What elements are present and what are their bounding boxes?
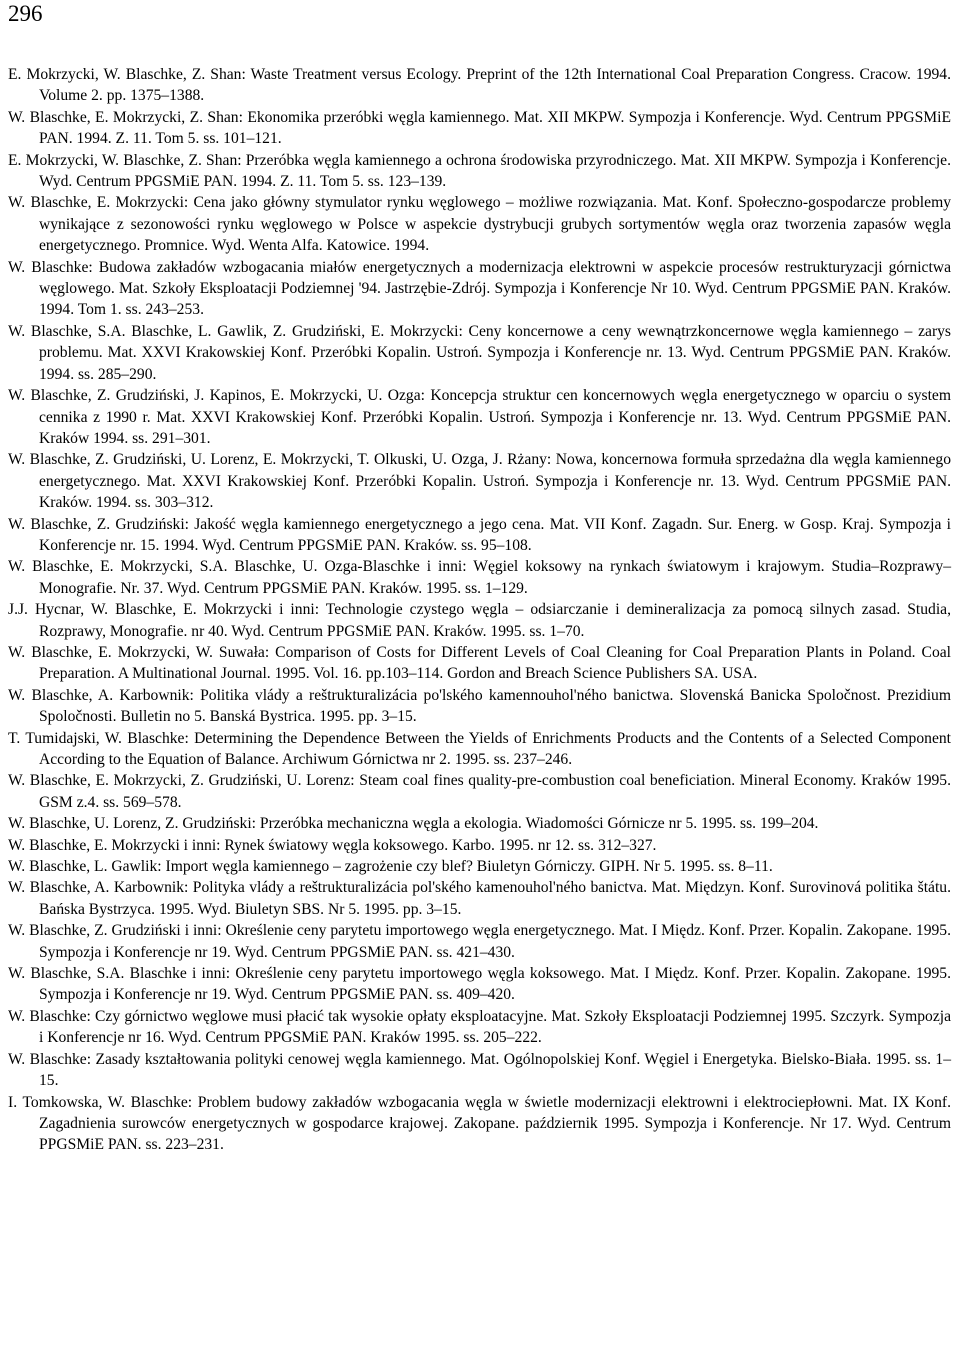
reference-entry: W. Blaschke: Budowa zakładów wzbogacania miałów energetycznych a modernizacja elektrowni w aspekcie procesów restrukturyzacji górnictwa węglowego. Mat. Szkoły Eksploatacji Podziemnej '94. Jastrzębie-Zdrój. Sympozja i Konferencje Nr 10. Wyd. Centrum PPGSMiE PAN. Kraków. 1994. Tom 1. ss. 243–253. xyxy=(8,258,951,319)
reference-entry: E. Mokrzycki, W. Blaschke, Z. Shan: Waste Treatment versus Ecology. Preprint of the 12th International Coal Preparation Congress. Cracow. 1994. Volume 2. pp. 1375–1388. xyxy=(8,66,951,105)
reference-entry: W. Blaschke, S.A. Blaschke, L. Gawlik, Z. Grudziński, E. Mokrzycki: Ceny koncernowe a ceny wewnątrzkoncernowe węgla kamiennego – zarys problemu. Mat. XXVI Krakowskiej Konf. Przeróbki Kopalin. Ustroń. Sympozja i Konferencje nr. 13. Wyd. Centrum PPGSMiE PAN. Kraków. 1994. ss. 285–290. xyxy=(8,322,951,383)
reference-entry: W. Blaschke, L. Gawlik: Import węgla kamiennego – zagrożenie czy blef? Biuletyn Górniczy. GIPH. Nr 5. 1995. ss. 8–11. xyxy=(8,858,773,876)
page-number: 296 xyxy=(8,1,43,26)
reference-entry: W. Blaschke: Zasady kształtowania polityki cenowej węgla kamiennego. Mat. Ogólnopolskiej Konf. Węgiel i Energetyka. Bielsko-Biała. 1995. ss. 1–15. xyxy=(8,1050,951,1090)
reference-entry: W. Blaschke, S.A. Blaschke i inni: Określenie ceny parytetu importowego węgla koksowego. Mat. I Międz. Konf. Przer. Kopalin. Zakopane. 1995. Sympozja i Konferencje nr 19. Wyd. Centrum PPGSMiE PAN. ss. 409–420. xyxy=(8,965,951,1004)
reference-entry: W. Blaschke, A. Karbownik: Politika vlády a reštrukturalizácia po'lského kamennouhol'ného banictwa. Slovenská Banicka Spoločnost. Prezidium Spoločnosti. Bulletin no 5. Banská Bystrica. 1995. pp. 3–15. xyxy=(8,686,951,726)
reference-entry: W. Blaschke, Z. Grudziński: Jakość węgla kamiennego energetycznego a jego cena. Mat. VII Konf. Zagadn. Sur. Energ. w Gosp. Kraj. Sympozja i Konferencje nr. 15. 1994. Wyd. Centrum PPGSMiE PAN. Kraków. ss. 95–108. xyxy=(8,515,951,554)
reference-entry: W. Blaschke, U. Lorenz, Z. Grudziński: Przeróbka mechaniczna węgla a ekologia. Wiadomości Górnicze nr 5. 1995. ss. 199–204. xyxy=(8,815,819,833)
reference-entry: I. Tomkowska, W. Blaschke: Problem budowy zakładów wzbogacania węgla w świetle modernizacji elektrowni i elektrociepłowni. Mat. IX Konf. Zagadnienia surowców energetycznych w gospodarce krajowej. Zakopane. październik 1995. Sympozja i Konferencje. Nr 17. Wyd. Centrum PPGSMiE PAN. ss. 223–231. xyxy=(8,1093,951,1154)
reference-entry: W. Blaschke, E. Mokrzycki, Z. Grudziński, U. Lorenz: Steam coal fines quality-pre-combustion coal beneficiation. Mineral Economy. Kraków 1995. GSM z.4. ss. 569–578. xyxy=(8,772,951,811)
reference-entry: W. Blaschke, E. Mokrzycki: Cena jako główny stymulator rynku węglowego – możliwe rozwiązania. Mat. Konf. Społeczno-gospodarcze problemy wynikające z sezonowości rynku węglowego w Polsce w aspekcie dystrybucji grubych sortymentów węgla oraz tworzenia zapasów węgla energetycznego. Promnice. Wyd. Wenta Alfa. Katowice. 1994. xyxy=(8,194,951,255)
reference-entry: T. Tumidajski, W. Blaschke: Determining the Dependence Between the Yields of Enrichments Products and the Contents of a Selected Component According to the Equation of Balance. Archiwum Górnictwa nr 2. 1995. ss. 237–246. xyxy=(8,729,951,768)
reference-entry: W. Blaschke, E. Mokrzycki, W. Suwała: Comparison of Costs for Different Levels of Coal Cleaning for Coal Preparation Plants in Poland. Coal Preparation. A Multinational Journal. 1995. Vol. 16. pp.103–114. Gordon and Breach Science Publishers SA. USA. xyxy=(8,643,951,683)
reference-entry: W. Blaschke: Czy górnictwo węglowe musi płacić tak wysokie opłaty eksploatacyjne. Mat. Szkoły Eksploatacji Podziemnej 1995. Szczyrk. Sympozja i Konferencje nr 16. Wyd. Centrum PPGSMiE PAN. Kraków 1995. ss. 205–222. xyxy=(8,1007,951,1047)
reference-entry: W. Blaschke, Z. Grudziński, U. Lorenz, E. Mokrzycki, T. Olkuski, U. Ozga, J. Rżany: Nowa, koncernowa formuła sprzedażna dla węgla kamiennego energetycznego. Mat. XXVI Krakowskiej Konf. Przeróbki Kopalin. Ustroń. Sympozja i Konferencje nr. 13. Wyd. Centrum PPGSMiE PAN. Kraków. 1994. ss. 303–312. xyxy=(8,451,951,512)
reference-entry: W. Blaschke, Z. Grudziński, J. Kapinos, E. Mokrzycki, U. Ozga: Koncepcja struktur cen koncernowych węgla energetycznego w oparciu o system cennika z 1990 r. Mat. XXVI Krakowskiej Konf. Przeróbki Kopalin. Ustroń. Sympozja i Konferencje nr. 13. Wyd. Centrum PPGSMiE PAN. Kraków 1994. ss. 291–301. xyxy=(8,387,951,447)
reference-entry: W. Blaschke, E. Mokrzycki i inni: Rynek światowy węgla koksowego. Karbo. 1995. nr 12. ss. 312–327. xyxy=(8,836,657,854)
reference-entry: W. Blaschke, Z. Grudziński i inni: Określenie ceny parytetu importowego węgla energetycznego. Mat. I Międz. Konf. Przer. Kopalin. Zakopane. 1995. Sympozja i Konferencje nr 19. Wyd. Centrum PPGSMiE PAN. ss. 421–430. xyxy=(8,922,951,961)
reference-entry: W. Blaschke, E. Mokrzycki, S.A. Blaschke, U. Ozga-Blaschke i inni: Węgiel koksowy na rynkach światowym i krajowym. Studia–Rozprawy–Monografie. Nr. 37. Wyd. Centrum PPGSMiE PAN. Kraków. 1995. ss. 1–129. xyxy=(8,558,951,597)
reference-entry: W. Blaschke, E. Mokrzycki, Z. Shan: Ekonomika przeróbki węgla kamiennego. Mat. XII MKPW. Sympozja i Konferencje. Wyd. Centrum PPGSMiE PAN. 1994. Z. 11. Tom 5. ss. 101–121. xyxy=(8,108,951,148)
reference-entry: E. Mokrzycki, W. Blaschke, Z. Shan: Przeróbka węgla kamiennego a ochrona środowiska przyrodniczego. Mat. XII MKPW. Sympozja i Konferencje. Wyd. Centrum PPGSMiE PAN. 1994. Z. 11. Tom 5. ss. 123–139. xyxy=(8,151,951,191)
reference-entry: W. Blaschke, A. Karbownik: Polityka vlády a reštrukturalizácia pol'ského kamenouhol'ného banictva. Mat. Międzyn. Konf. Surovinová politika štátu. Bańska Bystrzyca. 1995. Wyd. Biuletyn SBS. Nr 5. 1995. pp. 3–15. xyxy=(8,879,951,918)
reference-list xyxy=(8,64,951,1156)
reference-entry: J.J. Hycnar, W. Blaschke, E. Mokrzycki i inni: Technologie czystego węgla – odsiarczanie i demineralizacja za pomocą silnych zasad. Studia, Rozprawy, Monografie. nr 40. Wyd. Centrum PPGSMiE PAN. Kraków. 1995. ss. 1–70. xyxy=(8,601,951,640)
